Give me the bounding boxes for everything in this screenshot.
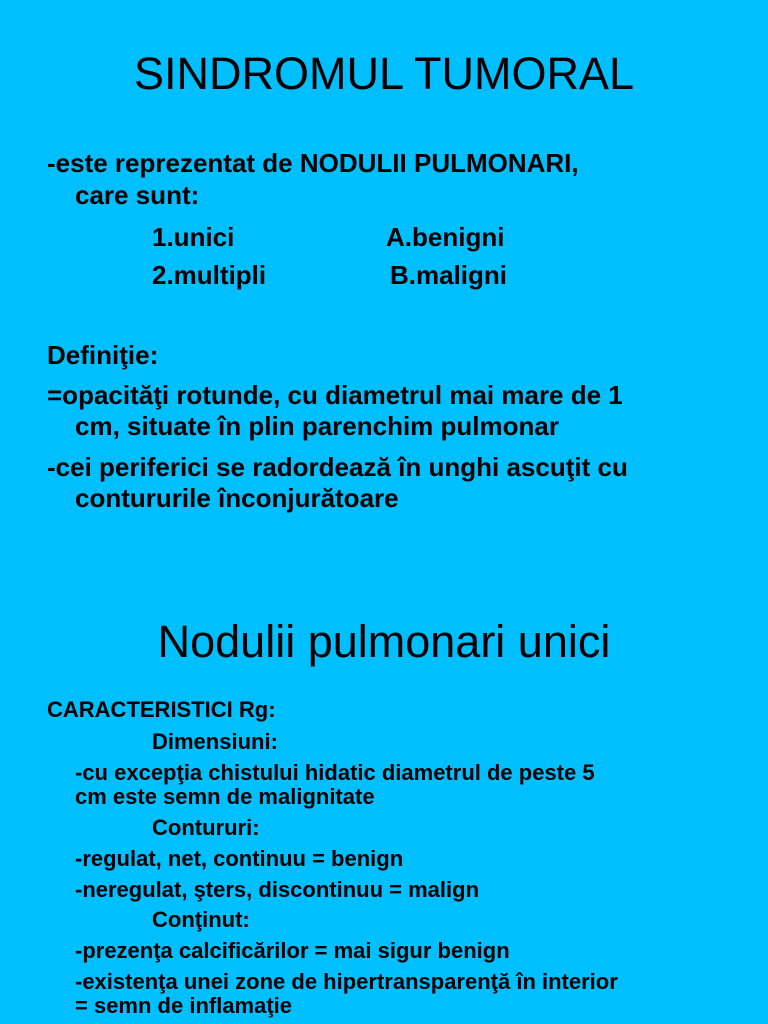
content-line-1: -prezenţa calcificărilor = mai sigur benign — [75, 938, 510, 963]
contours-label: Contururi: — [152, 815, 260, 840]
content-line-2: -existenţa unei zone de hipertransparenţă în interior — [75, 969, 618, 994]
definition-line-3: -cei periferici se radordează în unghi ascuţit cu — [47, 452, 628, 482]
characteristics-heading: CARACTERISTICI Rg: — [47, 697, 276, 722]
list-item-2-class: B.maligni — [390, 260, 508, 290]
definition-line-4: contururile înconjurătoare — [75, 483, 399, 513]
dimensions-label: Dimensiuni: — [152, 729, 278, 754]
list-item-1-class: A.benigni — [386, 222, 505, 252]
intro-line-2: care sunt: — [75, 180, 200, 210]
intro-line-1: -este reprezentat de NODULII PULMONARI, — [47, 148, 579, 178]
definition-line-2: cm, situate în plin parenchim pulmonar — [75, 411, 559, 441]
content-label: Conţinut: — [152, 907, 250, 932]
slide-title: SINDROMUL TUMORAL — [133, 48, 635, 99]
contours-line-1: -regulat, net, continuu = benign — [75, 846, 404, 871]
section-title: Nodulii pulmonari unici — [157, 616, 611, 667]
dimensions-line-2: cm este semn de malignitate — [75, 784, 375, 809]
list-item-1-number: 1.unici — [152, 222, 235, 252]
dimensions-line-1: -cu excepţia chistului hidatic diametrul de peste 5 — [75, 760, 595, 785]
definition-line-1: =opacităţi rotunde, cu diametrul mai mare de 1 — [47, 380, 623, 410]
content-line-3: = semn de inflamaţie — [75, 993, 293, 1018]
definition-heading: Definiţie: — [47, 340, 159, 370]
contours-line-2: -neregulat, şters, discontinuu = malign — [75, 877, 480, 902]
list-item-2-number: 2.multipli — [152, 260, 267, 290]
